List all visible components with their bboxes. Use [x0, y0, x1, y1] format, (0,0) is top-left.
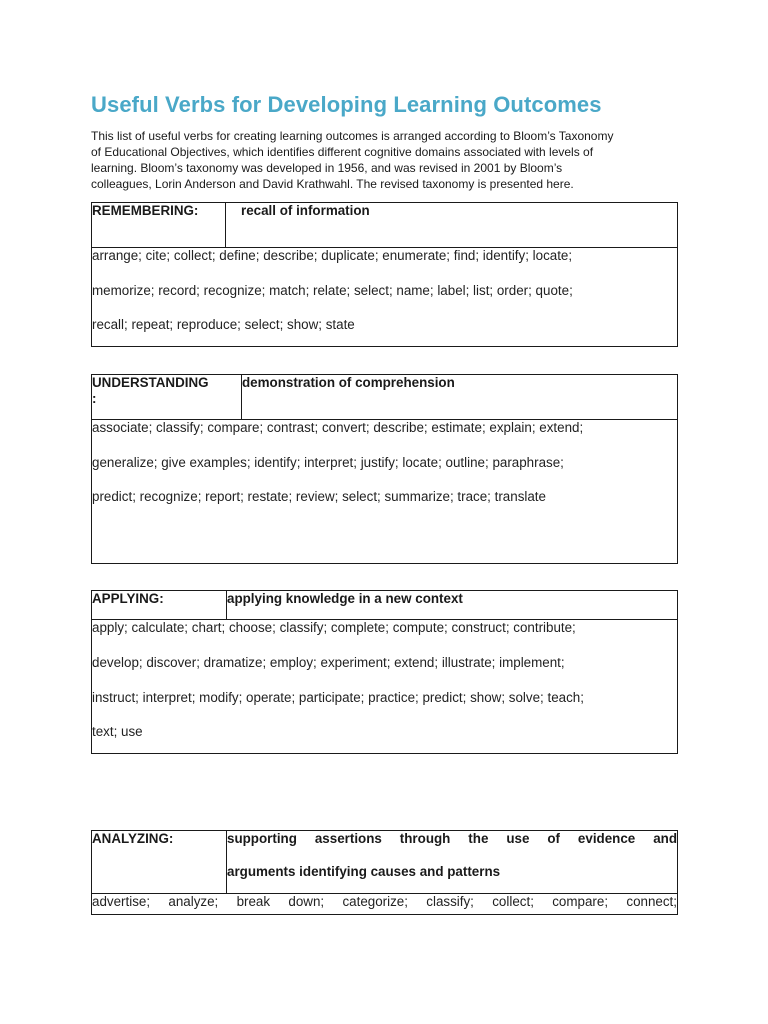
- remembering-table: [91, 202, 678, 347]
- category-name: [92, 375, 242, 420]
- category-name: ANALYZING:: [92, 831, 227, 894]
- verb-line: advertise; analyze; break down; categorize; classify; collect; compare; connect;: [92, 894, 677, 909]
- verb-line: instruct; interpret; modify; operate; participate; practice; predict; show; solve; teach;: [92, 690, 584, 705]
- verb-line: generalize; give examples; identify; interpret; justify; locate; outline; paraphrase;: [92, 455, 564, 470]
- verbs-row: [92, 248, 678, 347]
- intro-line: of Educational Objectives, which identifies different cognitive domains associated with levels of: [91, 144, 594, 159]
- verb-line: associate; classify; compare; contrast; convert; describe; estimate; explain; extend;: [92, 420, 584, 435]
- verb-line: memorize; record; recognize; match; relate; select; name; label; list; order; quote;: [92, 283, 573, 298]
- verbs-cell: [92, 894, 678, 915]
- verb-line: predict; recognize; report; restate; review; select; summarize; trace; translate: [92, 489, 546, 504]
- description-line: supporting assertions through the use of evidence and: [227, 831, 677, 846]
- verb-line: develop; discover; dramatize; employ; experiment; extend; illustrate; implement;: [92, 655, 565, 670]
- verbs-cell: [92, 620, 678, 754]
- category-description: [227, 831, 678, 894]
- table-header-row: [92, 831, 678, 894]
- verb-line: apply; calculate; chart; choose; classify; complete; compute; construct; contribute;: [92, 620, 576, 635]
- applying-table: [91, 590, 678, 754]
- category-name: APPLYING:: [92, 591, 227, 620]
- table-header-row: [92, 375, 678, 420]
- category-name: REMEMBERING:: [92, 203, 226, 248]
- category-description: recall of information: [226, 203, 678, 248]
- verbs-row: [92, 894, 678, 915]
- understanding-table: [91, 374, 678, 564]
- verb-line: text; use: [92, 724, 143, 739]
- table-header-row: [92, 203, 678, 248]
- description-line: arguments identifying causes and patterns: [227, 864, 501, 879]
- verbs-cell: [92, 420, 678, 564]
- intro-line: colleagues, Lorin Anderson and David Krathwahl. The revised taxonomy is presented here.: [91, 176, 574, 191]
- verb-line: arrange; cite; collect; define; describe; duplicate; enumerate; find; identify; locate;: [92, 248, 573, 263]
- page-title: Useful Verbs for Developing Learning Outcomes: [91, 92, 602, 117]
- verbs-row: [92, 620, 678, 754]
- intro-line: This list of useful verbs for creating learning outcomes is arranged according to Bloom’s Taxonomy: [91, 129, 614, 143]
- intro-line: learning. Bloom’s taxonomy was developed in 1956, and was revised in 2001 by Bloom’s: [91, 160, 563, 175]
- category-name-line: UNDERSTANDING: [92, 375, 209, 390]
- category-description: demonstration of comprehension: [242, 375, 678, 420]
- category-description: applying knowledge in a new context: [227, 591, 678, 620]
- table-header-row: [92, 591, 678, 620]
- verb-line: recall; repeat; reproduce; select; show; state: [92, 317, 355, 332]
- verbs-row: [92, 420, 678, 564]
- category-name-line: :: [92, 391, 97, 406]
- intro-paragraph: [91, 129, 681, 193]
- analyzing-table: [91, 830, 678, 915]
- verbs-cell: [92, 248, 678, 347]
